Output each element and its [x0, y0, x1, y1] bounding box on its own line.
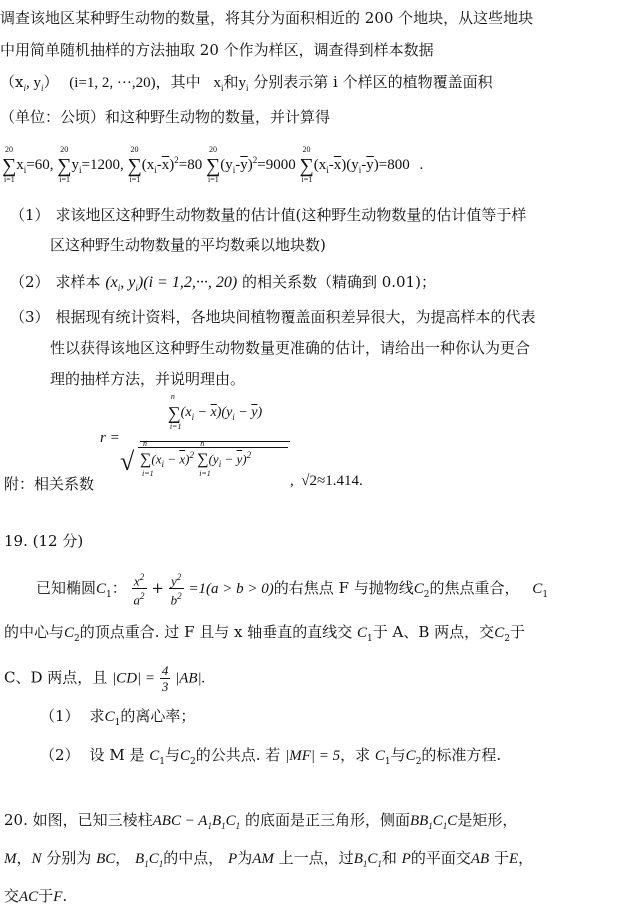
intro-line-2: 中用简单随机抽样的方法抽取 20 个作为样区，调查得到样本数据	[0, 41, 434, 59]
p19-heading: 19. (12 分)	[4, 532, 84, 550]
sums-line: 20 ∑ i=1 $x_i=60$, 20 ∑ i=1 $y_i=1200$, 20 ∑ i=1 $(x_i-\overline{x})^2=80$ 20 ∑ i=1 $(y_i-\overline{y})^2=9000$ 20 ∑ i=1 $(x_i-\overline{x})(y_i-\overline{y})=800$ .	[2, 144, 424, 184]
p20-line-1: 20. 如图，已知三棱柱ABC − $A_1B_1C_1$ 的底面是正三角形，侧面$BB_1C_1C$是矩形，	[4, 811, 518, 831]
p19-line-1: 已知椭圆$C_1$： $\frac{x^2}{a^2}$ + $\frac{y^2}{b^2}$ =1(a > b > 0)的右焦点 F 与抛物线$C_2$的焦点重合， $C_1$	[36, 572, 549, 608]
correlation-formula: r = n ∑ i=1 $(x_i - \overline{x})(y_i - \overline{y})$ √ n ∑ i=1 $(x_i - \overline{x})^2$ n ∑ i=1 $(y_i - \overline{y})^2$	[100, 403, 300, 493]
p20-line-2: M，N 分别为 BC， $B_1C_1$的中点， P为AM 上一点，过$B_1C_1$和 P的平面交AB 于E，	[4, 849, 534, 869]
sqrt2-approx: , √2≈1.414.	[290, 473, 363, 489]
q1-line-1: （1） 求该地区这种野生动物数量的估计值(这种野生动物数量的估计值等于样	[10, 206, 527, 224]
q3-line-2: 性以获得该地区这种野生动物数量更准确的估计，请给出一种你认为更合	[50, 339, 531, 357]
q3-line-3: 理的抽样方法，并说明理由。	[50, 370, 246, 388]
p19-sub-2: （2） 设 M 是 $C_1$与$C_2$的公共点. 若 |MF| = 5，求 $C_1$与$C_2$的标准方程.	[40, 746, 502, 767]
q2-line: （2） 求样本 ($x_i$, $y_i)(i = 1,2,\cdot\cdot\cdot$, 20) 的相关系数（精确到 0.01)；	[10, 273, 436, 294]
intro-line-4: （单位：公顷）和这种野生动物的数量，并计算得	[0, 108, 331, 126]
intro-line-3: （$x_i$, $y_i$） (i=1, 2, ···,20)，其中 $x_i$和$y_i$ 分别表示第 i 个样区的植物覆盖面积	[0, 73, 493, 93]
q1-line-2: 区这种野生动物数量的平均数乘以地块数)	[50, 236, 326, 254]
q3-line-1: （3） 根据现有统计资料，各地块间植物覆盖面积差异很大，为提高样本的代表	[10, 308, 536, 326]
p19-sub-1: （1） 求$C_1$的离心率；	[40, 707, 196, 728]
p20-line-3: 交AC于F.	[4, 887, 68, 905]
p19-line-2: 的中心与$C_2$的顶点重合. 过 F 且与 x 轴垂直的直线交 $C_1$于 A、B 两点，交$C_2$于	[4, 623, 525, 644]
appendix-label: 附：相关系数	[4, 475, 95, 493]
p19-line-3: C、D 两点，且 |CD| = $\frac{4}{3}$ |AB|.	[4, 663, 206, 694]
intro-line-1: 调查该地区某种野生动物的数量，将其分为面积相近的 200 个地块，从这些地块	[0, 9, 534, 27]
